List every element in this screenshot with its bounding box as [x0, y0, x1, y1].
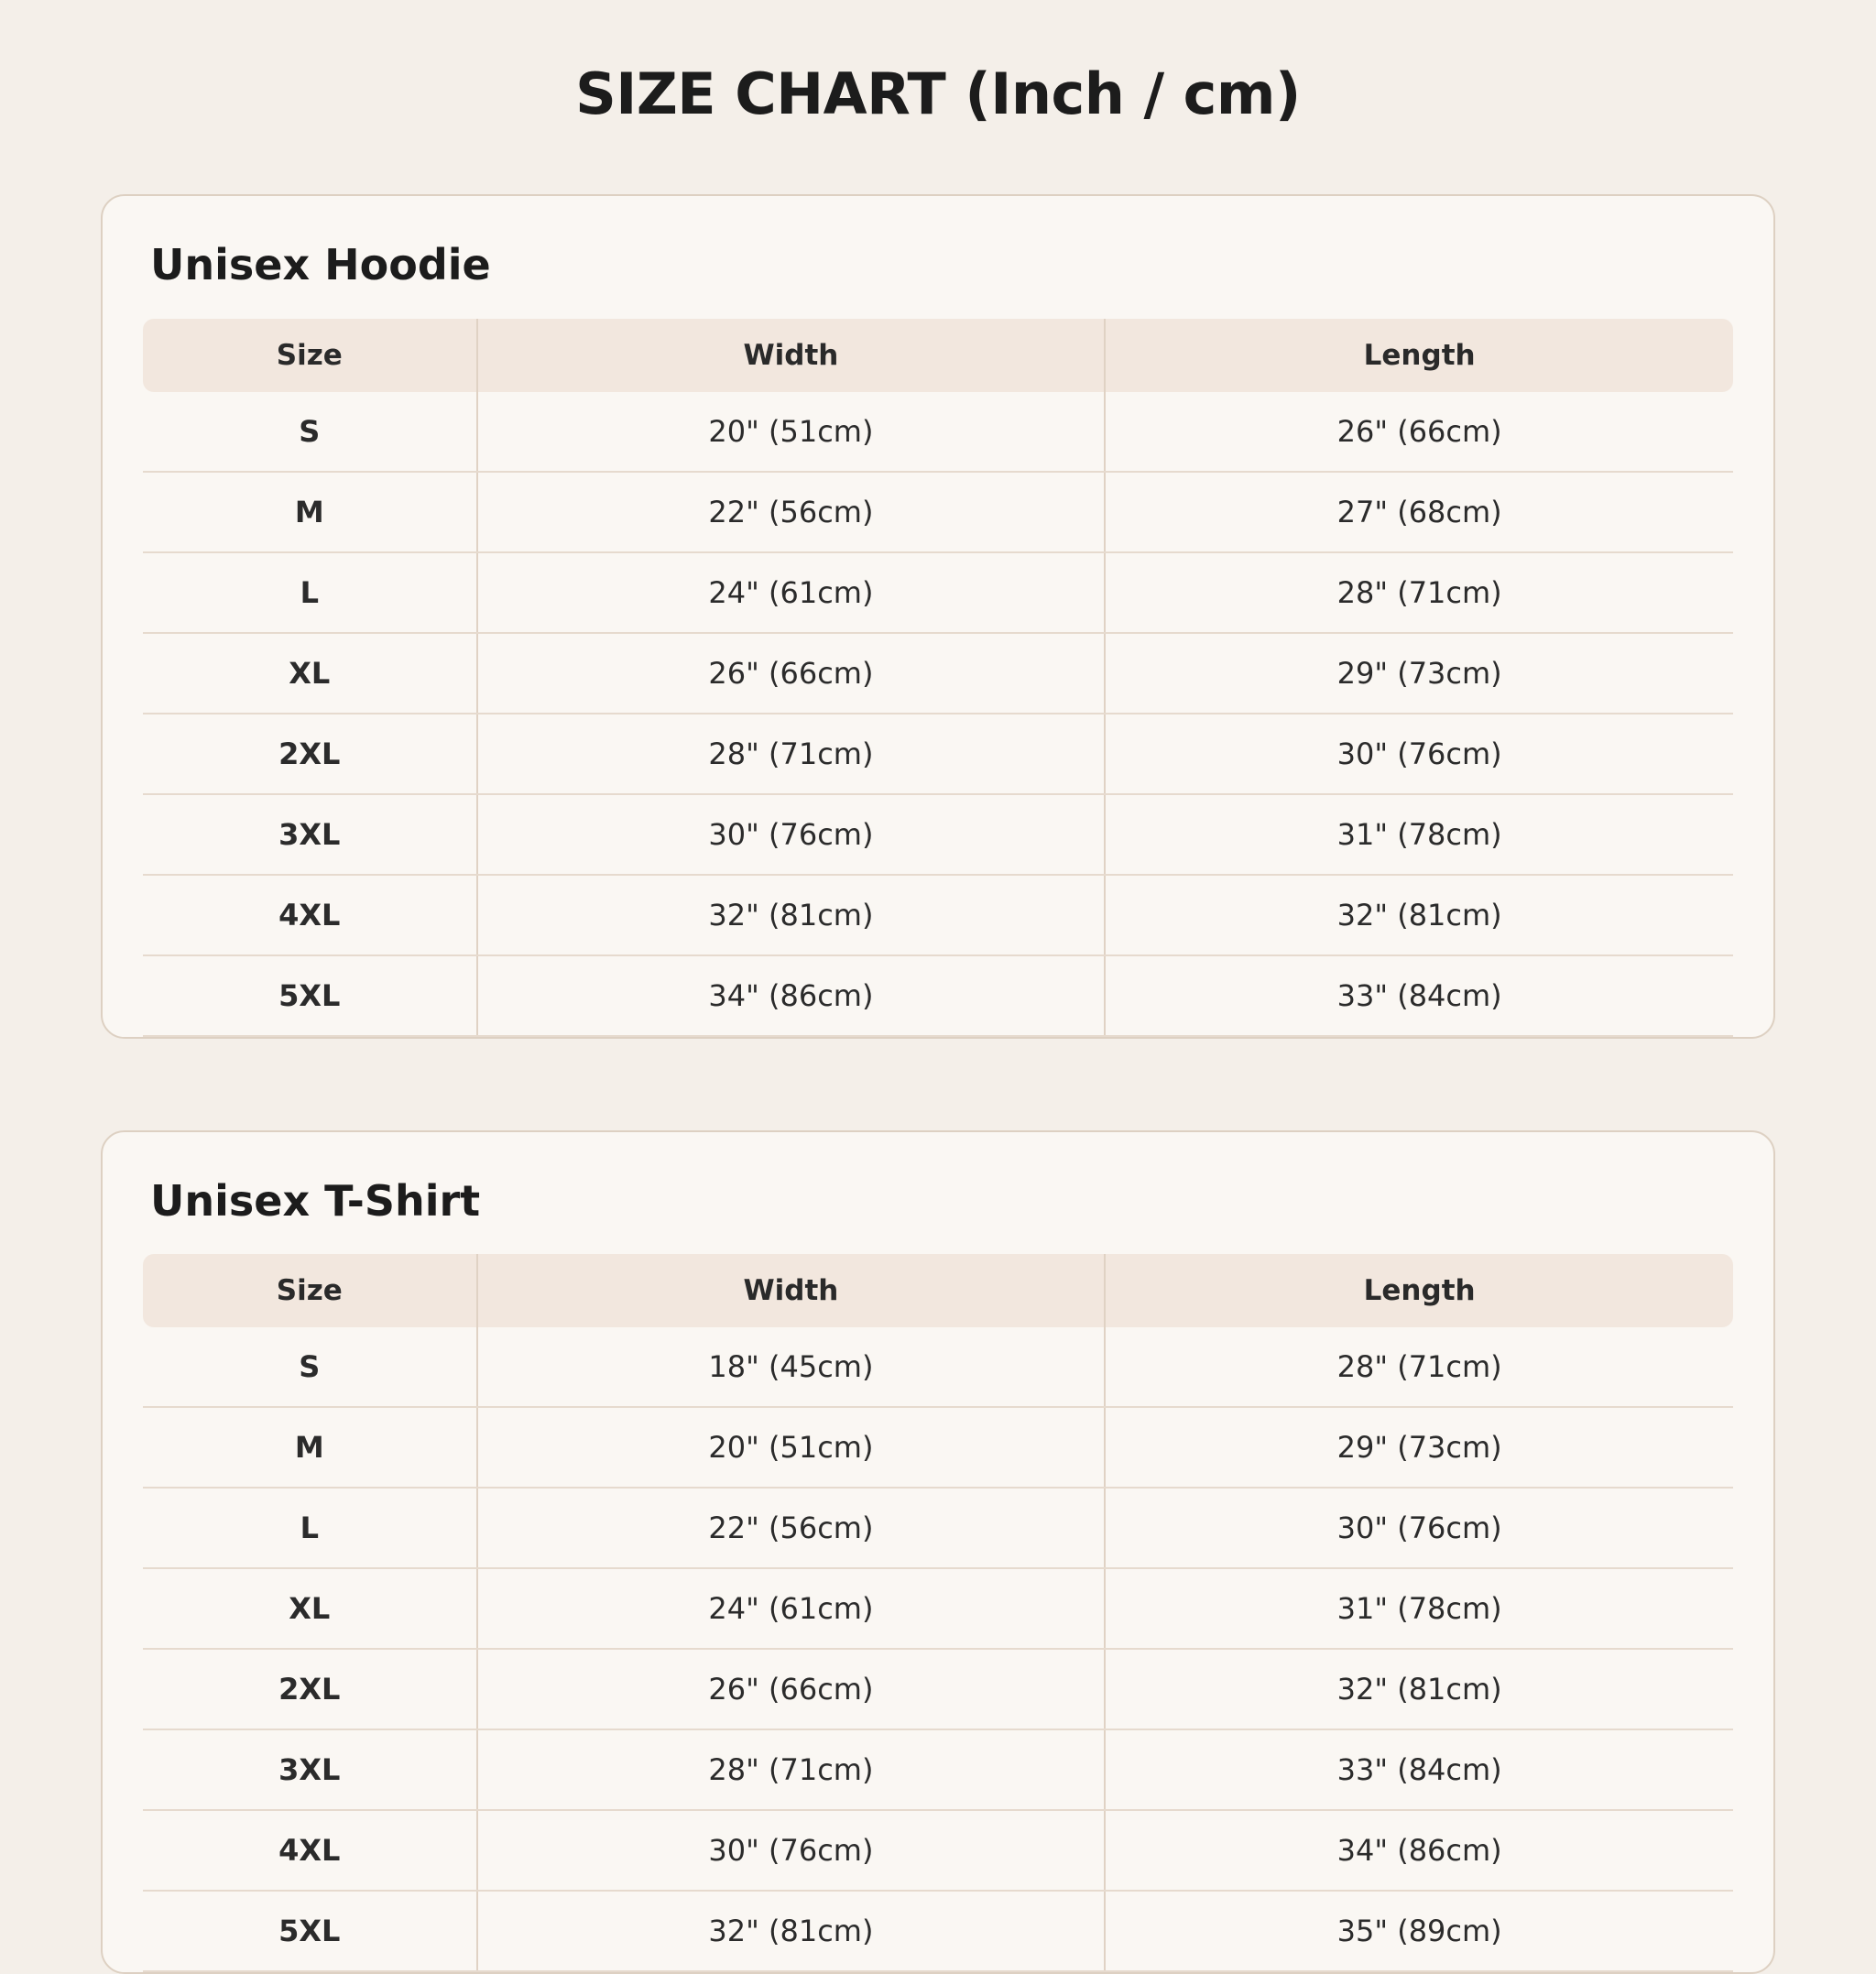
cell-width: 18" (45cm) [477, 1327, 1106, 1407]
cell-width: 28" (71cm) [477, 1729, 1106, 1810]
table-row [143, 1810, 1733, 1891]
cell-width: 22" (56cm) [477, 472, 1106, 552]
table-row [143, 552, 1733, 633]
cell-width: 24" (61cm) [477, 552, 1106, 633]
table-row [143, 392, 1733, 472]
table-row [143, 1568, 1733, 1649]
cell-length: 29" (73cm) [1105, 633, 1733, 714]
cell-size: 2XL [143, 714, 477, 794]
cell-length: 33" (84cm) [1105, 1729, 1733, 1810]
cell-width: 24" (61cm) [477, 1568, 1106, 1649]
cell-width: 20" (51cm) [477, 392, 1106, 472]
cell-length: 34" (86cm) [1105, 1810, 1733, 1891]
table-row [143, 1407, 1733, 1488]
cell-length: 26" (66cm) [1105, 392, 1733, 472]
cell-width: 30" (76cm) [477, 1810, 1106, 1891]
cell-length: 28" (71cm) [1105, 552, 1733, 633]
card-title-hoodie: Unisex Hoodie [150, 240, 491, 290]
cell-size: XL [143, 633, 477, 714]
table-row [143, 714, 1733, 794]
cell-length: 33" (84cm) [1105, 955, 1733, 1036]
table-row [143, 1488, 1733, 1568]
cell-width: 30" (76cm) [477, 794, 1106, 875]
table-header-row [143, 319, 1733, 392]
table-row [143, 875, 1733, 955]
table-row [143, 1649, 1733, 1729]
cell-width: 32" (81cm) [477, 1891, 1106, 1971]
size-card-tshirt [101, 1130, 1775, 1974]
table-row [143, 955, 1733, 1036]
cell-size: 4XL [143, 1810, 477, 1891]
table-row [143, 1729, 1733, 1810]
page-title: SIZE CHART (Inch / cm) [575, 60, 1301, 127]
size-card-hoodie [101, 194, 1775, 1038]
cell-size: 3XL [143, 1729, 477, 1810]
cell-size: L [143, 1488, 477, 1568]
cell-length: 29" (73cm) [1105, 1407, 1733, 1488]
cell-width: 26" (66cm) [477, 1649, 1106, 1729]
table-row [143, 633, 1733, 714]
table-row [143, 1891, 1733, 1971]
size-table-tshirt [143, 1254, 1733, 1972]
column-header-length: Length [1105, 1254, 1733, 1327]
cell-size: 3XL [143, 794, 477, 875]
cell-length: 31" (78cm) [1105, 794, 1733, 875]
card-title-tshirt: Unisex T-Shirt [150, 1175, 481, 1226]
column-header-size: Size [143, 319, 477, 392]
cell-size: M [143, 1407, 477, 1488]
table-row [143, 794, 1733, 875]
cell-width: 22" (56cm) [477, 1488, 1106, 1568]
cell-length: 28" (71cm) [1105, 1327, 1733, 1407]
size-table-hoodie [143, 319, 1733, 1037]
table-row [143, 1327, 1733, 1407]
cell-length: 30" (76cm) [1105, 1488, 1733, 1568]
cell-size: 2XL [143, 1649, 477, 1729]
cell-length: 30" (76cm) [1105, 714, 1733, 794]
cell-size: M [143, 472, 477, 552]
table-header-row [143, 1254, 1733, 1327]
cell-length: 35" (89cm) [1105, 1891, 1733, 1971]
cell-length: 31" (78cm) [1105, 1568, 1733, 1649]
column-header-width: Width [477, 1254, 1106, 1327]
cell-length: 32" (81cm) [1105, 1649, 1733, 1729]
size-chart-page [0, 60, 1876, 1948]
cell-width: 34" (86cm) [477, 955, 1106, 1036]
cell-length: 32" (81cm) [1105, 875, 1733, 955]
cell-length: 27" (68cm) [1105, 472, 1733, 552]
cell-width: 28" (71cm) [477, 714, 1106, 794]
cell-size: S [143, 392, 477, 472]
column-header-width: Width [477, 319, 1106, 392]
cell-size: 4XL [143, 875, 477, 955]
cell-size: XL [143, 1568, 477, 1649]
cell-size: S [143, 1327, 477, 1407]
cell-size: L [143, 552, 477, 633]
cell-size: 5XL [143, 1891, 477, 1971]
cell-width: 20" (51cm) [477, 1407, 1106, 1488]
cell-width: 32" (81cm) [477, 875, 1106, 955]
table-row [143, 472, 1733, 552]
column-header-length: Length [1105, 319, 1733, 392]
cell-width: 26" (66cm) [477, 633, 1106, 714]
column-header-size: Size [143, 1254, 477, 1327]
cell-size: 5XL [143, 955, 477, 1036]
